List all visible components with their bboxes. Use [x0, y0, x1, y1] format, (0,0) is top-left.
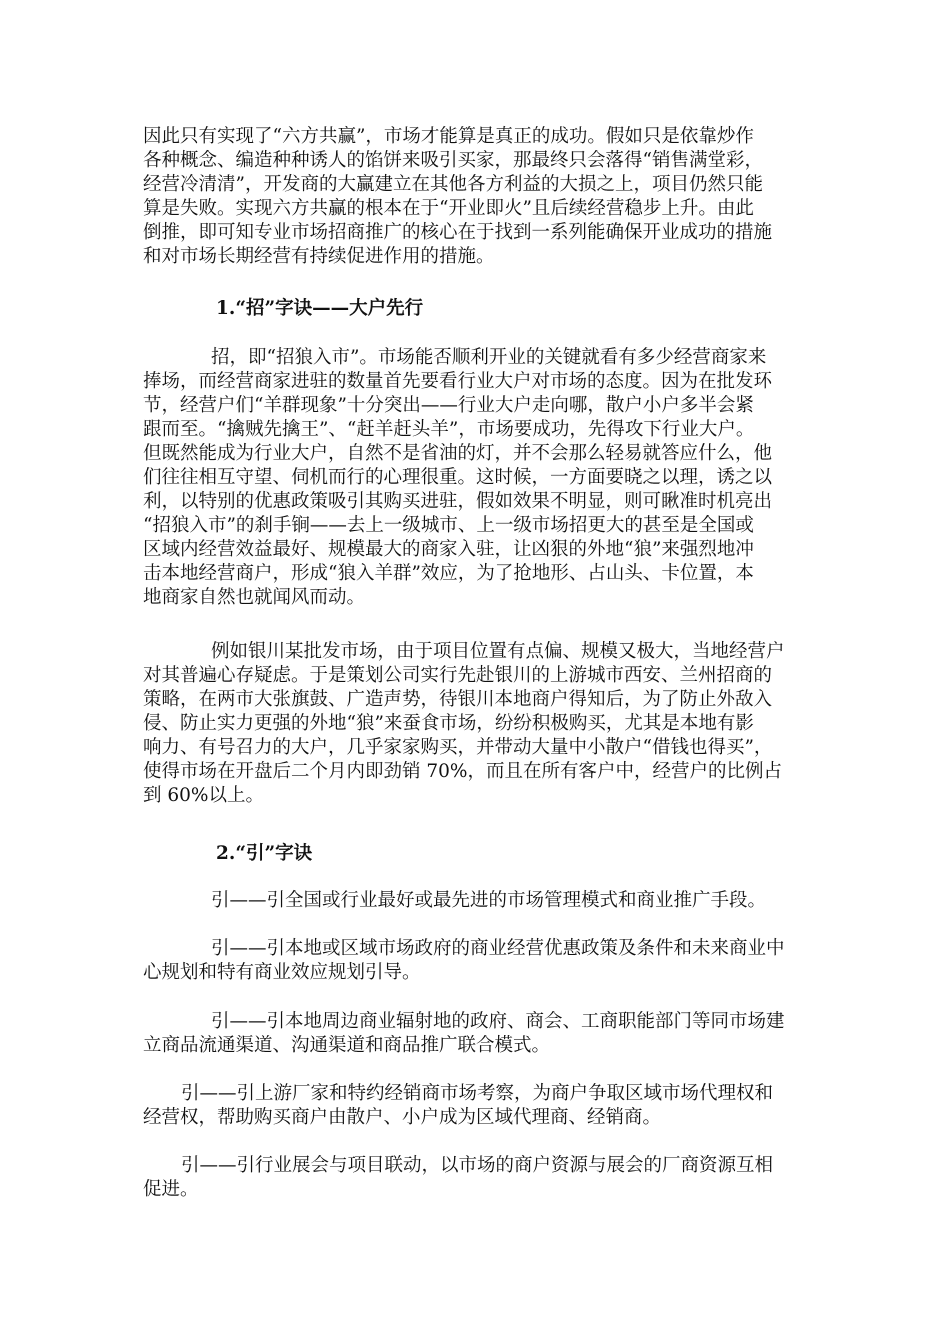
text-line: 引——引行业展会与项目联动，以市场的商户资源与展会的厂商资源互相 — [181, 1155, 774, 1176]
section-heading-zhao: 1.“招”字诀——大户先行 — [216, 298, 424, 319]
text-line: 例如银川某批发市场，由于项目位置有点偏、规模又极大，当地经营户 — [211, 641, 785, 662]
text-line: 各种概念、编造种种诱人的馅饼来吸引买家，那最终只会落得“销售满堂彩， — [143, 150, 763, 171]
text-line: 促进。 — [143, 1179, 199, 1200]
intro-paragraph — [143, 125, 811, 269]
text-line: 经营权，帮助购买商户由散户、小户成为区域代理商、经销商。 — [143, 1107, 662, 1128]
text-line: 但既然能成为行业大户，自然不是省油的灯，并不会那么轻易就答应什么，他 — [143, 443, 773, 464]
text-line: 对其普遍心存疑虑。于是策划公司实行先赴银川的上游城市西安、兰州招商的 — [143, 665, 773, 686]
text-line: 引——引本地或区域市场政府的商业经营优惠政策及条件和未来商业中 — [211, 938, 785, 959]
section2-item-3 — [143, 1010, 811, 1058]
text-line: 招，即“招狼入市”。市场能否顺利开业的关键就看有多少经营商家来 — [211, 347, 767, 368]
section1-paragraph-1 — [143, 346, 811, 610]
text-line: 捧场，而经营商家进驻的数量首先要看行业大户对市场的态度。因为在批发环 — [143, 371, 773, 392]
text-line: 心规划和特有商业效应规划引导。 — [143, 962, 421, 983]
text-line: 到 60%以上。 — [143, 785, 265, 806]
text-line: 地商家自然也就闻风而动。 — [143, 587, 366, 608]
text-line: “招狼入市”的刹手锏——去上一级城市、上一级市场招更大的甚至是全国或 — [143, 515, 754, 536]
text-line: 跟而至。“擒贼先擒王”、“赶羊赶头羊”，市场要成功，先得攻下行业大户。 — [143, 419, 755, 440]
section2-item-4 — [143, 1082, 811, 1130]
text-line: 区域内经营效益最好、规模最大的商家入驻，让凶狠的外地“狼”来强烈地冲 — [143, 539, 754, 560]
text-line: 节，经营户们“羊群现象”十分突出——行业大户走向哪，散户小户多半会紧 — [143, 395, 754, 416]
section2-item-1 — [143, 889, 811, 913]
text-line: 策略，在两市大张旗鼓、广造声势，待银川本地商户得知后，为了防止外敌入 — [143, 689, 773, 710]
text-line: 使得市场在开盘后二个月内即劲销 70%，而且在所有客户中，经营户的比例占 — [143, 761, 783, 782]
section-heading-yin: 2.“引”字诀 — [216, 843, 313, 864]
text-line: 引——引上游厂家和特约经销商市场考察，为商户争取区域市场代理权和 — [181, 1083, 774, 1104]
section1-paragraph-2 — [143, 640, 811, 808]
text-line: 侵、防止实力更强的外地“狼”来蚕食市场，纷纷积极购买，尤其是本地有影 — [143, 713, 754, 734]
section2-item-5 — [143, 1154, 811, 1202]
section2-item-2 — [143, 937, 811, 985]
text-line: 引——引全国或行业最好或最先进的市场管理模式和商业推广手段。 — [211, 890, 767, 911]
text-line: 经营冷清清”，开发商的大赢建立在其他各方利益的大损之上，项目仍然只能 — [143, 174, 763, 195]
text-line: 利，以特别的优惠政策吸引其购买进驻，假如效果不明显，则可瞅准时机亮出 — [143, 491, 773, 512]
text-line: 因此只有实现了“六方共赢”，市场才能算是真正的成功。假如只是依靠炒作 — [143, 126, 754, 147]
text-line: 算是失败。实现六方共赢的根本在于“开业即火”且后续经营稳步上升。由此 — [143, 198, 754, 219]
text-line: 倒推，即可知专业市场招商推广的核心在于找到一系列能确保开业成功的措施 — [143, 222, 773, 243]
text-line: 击本地经营商户，形成“狼入羊群”效应，为了抢地形、占山头、卡位置，本 — [143, 563, 754, 584]
text-line: 引——引本地周边商业辐射地的政府、商会、工商职能部门等同市场建 — [211, 1011, 785, 1032]
text-line: 立商品流通渠道、沟通渠道和商品推广联合模式。 — [143, 1035, 551, 1056]
text-line: 和对市场长期经营有持续促进作用的措施。 — [143, 246, 495, 267]
text-line: 响力、有号召力的大户，几乎家家购买，并带动大量中小散户“借钱也得买”， — [143, 737, 773, 758]
text-line: 们往往相互守望、伺机而行的心理很重。这时候，一方面要晓之以理，诱之以 — [143, 467, 773, 488]
